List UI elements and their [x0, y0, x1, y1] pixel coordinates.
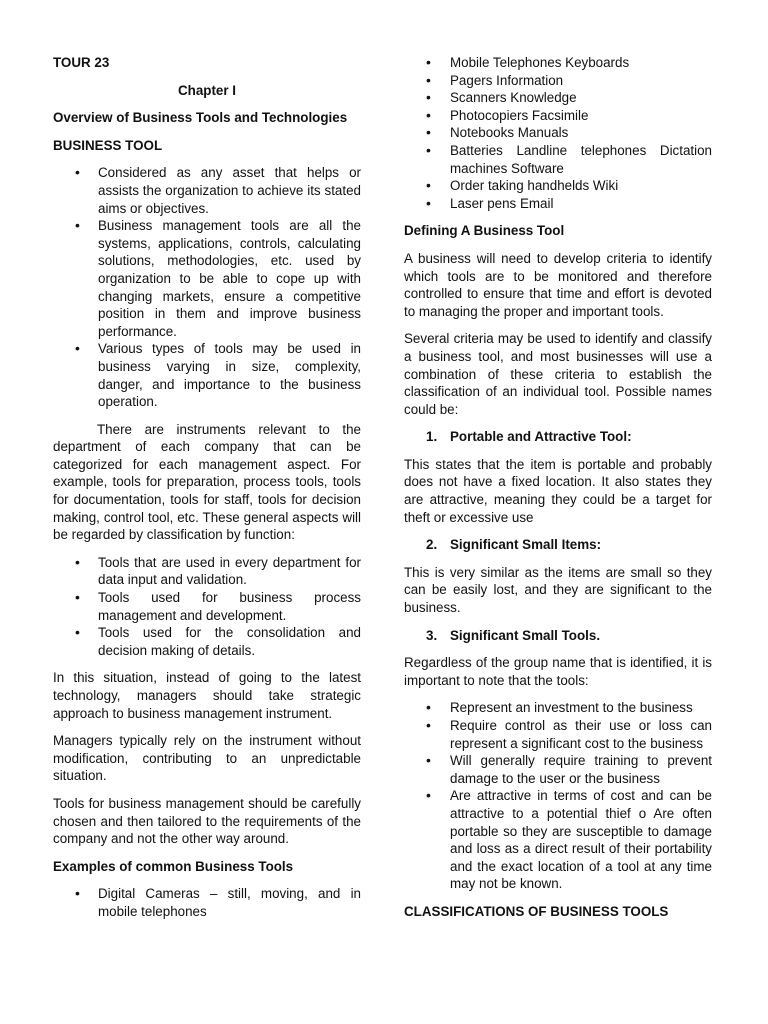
- list-item: • Business management tools are all the systems, applications, controls, calculating solutions, methodologies, etc. used by organization to be able to cope up with changing markets, ensure a competitive position in them and improve business performance.: [53, 217, 361, 340]
- item-2-paragraph: This is very similar as the items are small so they can be easily lost, and they are significant to the business.: [404, 564, 712, 616]
- function-list: [53, 554, 361, 660]
- list-item: • Are attractive in terms of cost and can be attractive to a potential thief o Are often portable so they are susceptible to damage and loss as a direct result of their portability and the exact location of a tool at any time may not be known.: [404, 787, 712, 893]
- business-tool-heading: BUSINESS TOOL: [53, 137, 163, 153]
- item-1-paragraph: This states that the item is portable and probably does not have a fixed location. It also states they are attractive, meaning they could be a target for theft or excessive use: [404, 456, 712, 525]
- tour-label: TOUR 23: [53, 55, 110, 70]
- list-item: • Scanners Knowledge: [404, 89, 712, 107]
- list-item: • Mobile Telephones Keyboards: [404, 54, 712, 72]
- list-item: • Various types of tools may be used in business varying in size, complexity, danger, and importance to the business operation.: [53, 340, 361, 410]
- numbered-item-1: [404, 428, 712, 446]
- overview-heading: Overview of Business Tools and Technologies: [53, 110, 348, 126]
- regardless-paragraph: Regardless of the group name that is identified, it is important to note that the tools:: [404, 655, 712, 688]
- numbered-item-2: [404, 536, 712, 554]
- list-item: • Order taking handhelds Wiki: [404, 177, 712, 195]
- managers-paragraph: Managers typically rely on the instrument without modification, contributing to an unpredictable situation.: [53, 733, 361, 784]
- situation-paragraph: In this situation, instead of going to the latest technology, managers should take strategic approach to business management instrument.: [53, 670, 361, 721]
- instruments-paragraph: There are instruments relevant to the department of each company that can be categorized for each management aspect. For example, tools for preparation, process tools, tools for documentation, tools for staff, tools for decision making, control tool, etc. These general aspects will be regarded by classification by function:: [53, 421, 361, 543]
- right-column: [404, 54, 712, 921]
- tools-properties-list: [404, 699, 712, 893]
- list-item: • Notebooks Manuals: [404, 124, 712, 142]
- list-item: • Tools used for business process management and development.: [53, 589, 361, 624]
- chapter-title: Chapter I: [177, 82, 237, 98]
- business-tool-list: [53, 164, 361, 410]
- list-item: • Photocopiers Facsimile: [404, 107, 712, 125]
- examples-list-right: [404, 54, 712, 212]
- item-title: Portable and Attractive Tool:: [450, 429, 632, 445]
- examples-heading: Examples of common Business Tools: [53, 858, 294, 874]
- list-item: • Tools that are used in every department for data input and validation.: [53, 554, 361, 589]
- examples-list-left: [53, 885, 361, 920]
- classifications-heading: CLASSIFICATIONS OF BUSINESS TOOLS: [404, 903, 669, 919]
- item-title: Significant Small Tools.: [450, 627, 601, 643]
- list-item: • Tools used for the consolidation and decision making of details.: [53, 624, 361, 659]
- item-number: 2.: [426, 537, 438, 553]
- list-item: • Considered as any asset that helps or assists the organization to achieve its stated aims or objectives.: [53, 164, 361, 217]
- list-item: • Laser pens Email: [404, 195, 712, 213]
- list-item: • Batteries Landline telephones Dictation machines Software: [404, 142, 712, 177]
- numbered-item-3: [404, 627, 712, 645]
- list-item: • Pagers Information: [404, 72, 712, 90]
- left-column: [53, 54, 361, 921]
- defining-paragraph-1: A business will need to develop criteria to identify which tools are to be monitored and therefore controlled to ensure that time and effort is devoted to managing the proper and important tools.: [404, 250, 712, 319]
- item-number: 1.: [426, 429, 438, 445]
- tools-paragraph: Tools for business management should be carefully chosen and then tailored to the requirements of the company and not the other way around.: [53, 795, 361, 847]
- list-item: • Represent an investment to the business: [404, 699, 712, 717]
- item-title: Significant Small Items:: [450, 537, 602, 553]
- list-item: • Require control as their use or loss can represent a significant cost to the business: [404, 717, 712, 752]
- list-item: • Digital Cameras – still, moving, and in mobile telephones: [53, 885, 361, 920]
- defining-paragraph-2: Several criteria may be used to identify and classify a business tool, and most businesses will use a combination of these criteria to establish the classification of an individual tool. Possible names could be:: [404, 331, 712, 417]
- defining-heading: Defining A Business Tool: [404, 223, 565, 239]
- item-number: 3.: [426, 627, 438, 643]
- list-item: • Will generally require training to prevent damage to the user or the business: [404, 752, 712, 787]
